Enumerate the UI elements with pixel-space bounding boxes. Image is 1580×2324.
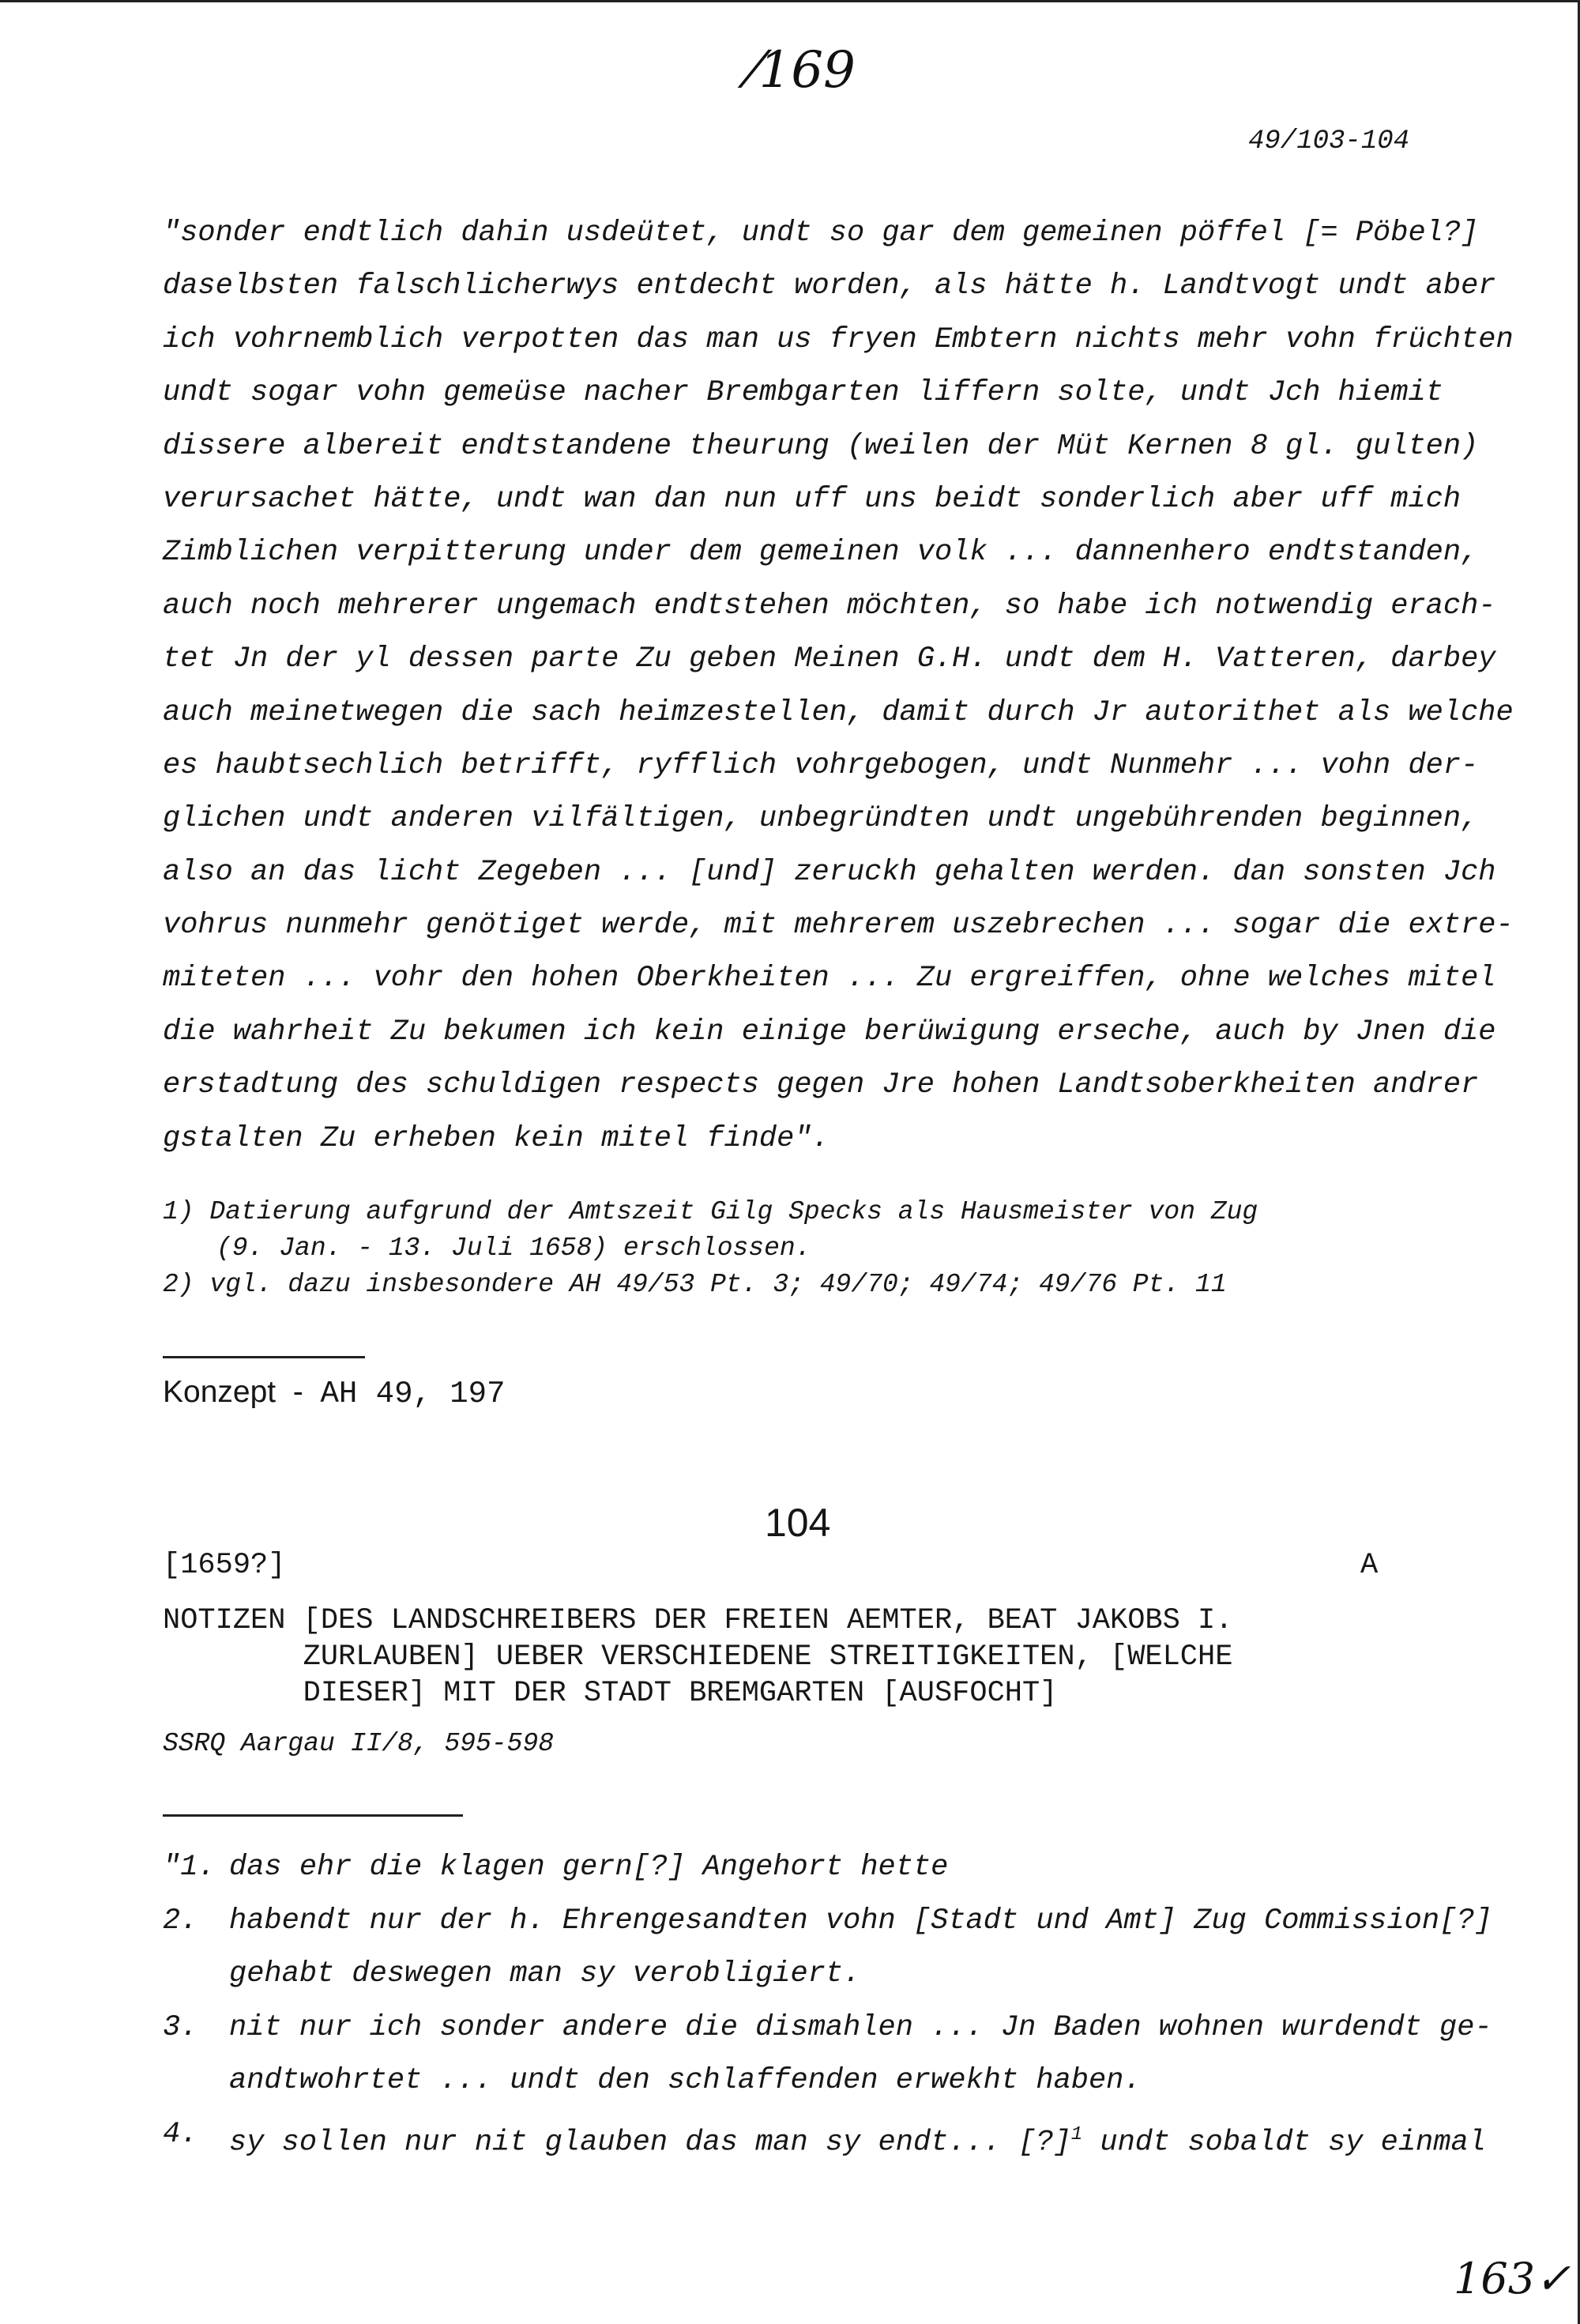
source-reference: SSRQ Aargau II/8, 595-598 (163, 1729, 555, 1758)
footnote-1: 1) Datierung aufgrund der Amtszeit Gilg Specks als Hausmeister von Zug (163, 1197, 1258, 1226)
item-text-tail: undt sobaldt sy einmal (1082, 2126, 1486, 2160)
document-letter: A (1360, 1549, 1379, 1582)
item-text: habendt nur der h. Ehrengesandten vohn [Stadt und Amt] Zug Commission[?] (229, 1904, 1492, 1938)
quote-line: glichen undt anderen vilfältigen, unbegründten undt ungebührenden beginnen, (163, 802, 1479, 836)
folio-stroke: ⁄ (750, 41, 759, 100)
footnote-1-continued: (9. Jan. - 13. Juli 1658) erschlossen. (216, 1234, 811, 1263)
quote-line: erstadtung des schuldigen respects gegen Jre hohen Landtsoberkheiten andrer (163, 1068, 1479, 1102)
document-title-line-3: DIESER] MIT DER STADT BREMGARTEN [AUSFOCHT] (163, 1677, 1058, 1710)
item-text: nit nur ich sonder andere die dismahlen ... Jn Baden wohnen wurdendt ge- (229, 2010, 1492, 2044)
quote-line: auch noch mehrerer ungemach endtstehen möchten, so habe ich notwendig erach- (163, 589, 1496, 623)
footnote-marker: 1 (1070, 2123, 1083, 2145)
list-item (163, 1841, 1458, 1895)
folio-bottom-text: 163 (1454, 2254, 1536, 2303)
item-number: 2. (163, 1904, 198, 1938)
quote-line: auch meinetwegen die sach heimzestellen, damit durch Jr autorithet als welche (163, 695, 1514, 729)
list-item (163, 2108, 1486, 2162)
check-mark-icon: ✓ (1535, 2254, 1571, 2303)
quote-line: es haubtsechlich betrifft, ryfflich vohrgebogen, undt Nunmehr ... vohn der- (163, 748, 1479, 782)
document-date: [1659?] (163, 1549, 286, 1582)
quote-line: ich vohrnemblich verpotten das man us fryen Embtern nichts mehr vohn früchten (163, 322, 1514, 356)
section-rule (163, 1356, 365, 1358)
quote-line: daselbsten falschlicherwys entdecht worden, als hätte h. Landtvogt undt aber (163, 269, 1496, 303)
handwritten-folio-number (750, 41, 856, 100)
item-text (229, 2108, 1486, 2170)
item-number: 3. (163, 2010, 198, 2044)
item-text: das ehr die klagen gern[?] Angehort hette (229, 1851, 949, 1884)
konzept-line (163, 1375, 506, 1411)
folio-number-text: 169 (758, 41, 856, 100)
quote-line: undt sogar vohn gemeüse nacher Brembgarten liffern solte, undt Jch hiemit (163, 376, 1443, 410)
item-number: 4. (163, 2117, 198, 2151)
document-number: 104 (765, 1501, 831, 1545)
quote-line: Zimblichen verpitterung under dem gemeinen volk ... dannenhero endtstanden, (163, 536, 1479, 570)
notes-rule (163, 1814, 463, 1817)
notes-list (163, 1841, 1492, 2162)
item-text: gehabt deswegen man sy verobligiert. (229, 1957, 861, 1991)
quote-line: dissere albereit endtstandene theurung (weilen der Müt Kernen 8 gl. gulten) (163, 429, 1479, 463)
quote-line: gstalten Zu erheben kein mitel finde". (163, 1121, 830, 1155)
document-title-line-2: ZURLAUBEN] UEBER VERSCHIEDENE STREITIGKEITEN, [WELCHE (163, 1640, 1233, 1674)
list-item (163, 2002, 1492, 2055)
document-title-line-1: NOTIZEN [DES LANDSCHREIBERS DER FREIEN AEMTER, BEAT JAKOBS I. (163, 1604, 1233, 1637)
quote-line: also an das licht Zegeben ... [und] zeruckh gehalten werden. dan sonsten Jch (163, 855, 1496, 889)
quote-line: vohrus nunmehr genötiget werde, mit mehrerem uszebrechen ... sogar die extre- (163, 909, 1514, 943)
konzept-dash: - (292, 1375, 303, 1409)
item-text: andtwohrtet ... undt den schlaffenden erwekht haben. (229, 2064, 1142, 2098)
quote-line: tet Jn der yl dessen parte Zu geben Meinen G.H. undt dem H. Vatteren, darbey (163, 642, 1496, 676)
konzept-reference: AH 49, 197 (320, 1377, 506, 1411)
list-item-continuation (163, 2055, 1458, 2108)
quote-line: miteten ... vohr den hohen Oberkheiten ... Zu ergreiffen, ohne welches mitel (163, 962, 1496, 996)
scan-border-top (0, 0, 1580, 2)
quotation-block (163, 207, 1514, 1166)
konzept-label: Konzept (163, 1375, 276, 1409)
quote-line: "sonder endtlich dahin usdeütet, undt so gar dem gemeinen pöffel [= Pöbel?] (163, 217, 1479, 250)
list-item (163, 1895, 1492, 1949)
item-text-main: sy sollen nur nit glauben das man sy endt... [?] (229, 2126, 1071, 2160)
document-reference: 49/103-104 (1248, 126, 1410, 156)
item-number: "1. (163, 1851, 216, 1884)
handwritten-folio-number-bottom (1454, 2254, 1571, 2303)
footnote-2: 2) vgl. dazu insbesondere AH 49/53 Pt. 3; 49/70; 49/74; 49/76 Pt. 11 (163, 1270, 1227, 1299)
quote-line: die wahrheit Zu bekumen ich kein einige berüwigung erseche, auch by Jnen die (163, 1015, 1496, 1049)
quote-line: verursachet hätte, undt wan dan nun uff uns beidt sonderlich aber uff mich (163, 482, 1462, 516)
list-item-continuation (163, 1948, 1458, 2002)
